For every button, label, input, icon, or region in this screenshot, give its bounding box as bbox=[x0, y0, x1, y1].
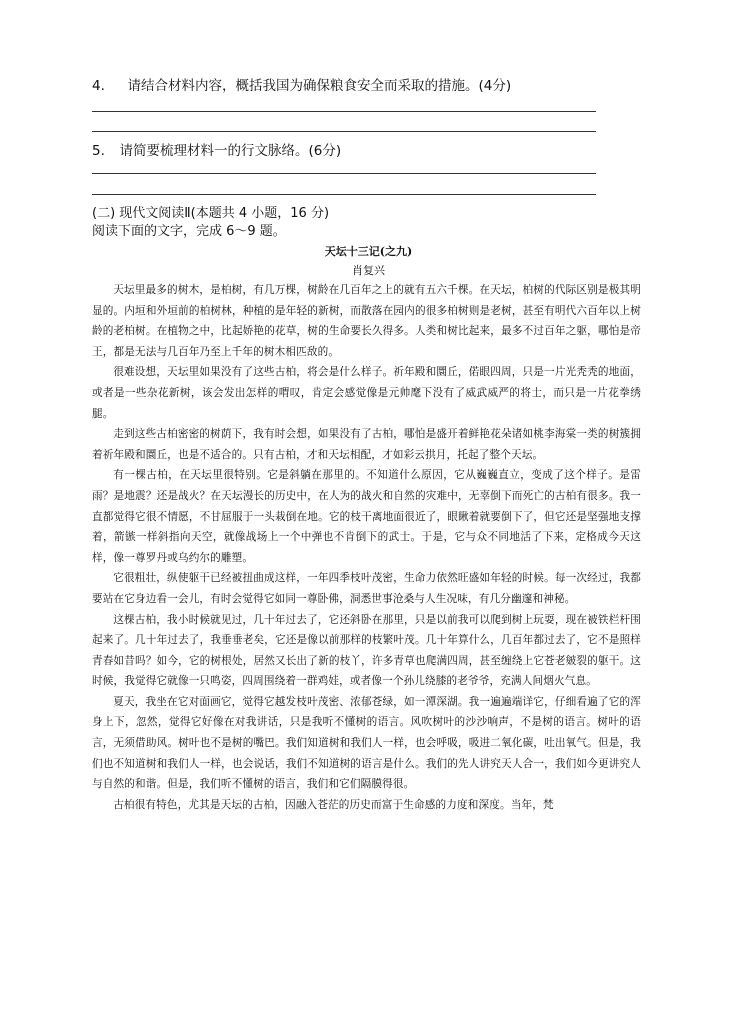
question-5-text: 请简要梳理材料一的行文脉络。(6分) bbox=[119, 143, 342, 159]
article-body bbox=[92, 280, 641, 815]
question-4-number: 4. bbox=[92, 78, 105, 94]
article-author: 肖复兴 bbox=[352, 264, 385, 277]
section-heading: (二) 现代文阅读Ⅱ(本题共 4 小题，16 分) bbox=[92, 206, 330, 221]
article-paragraph: 这棵古柏，我小时候就见过，几十年过去了，它还斜卧在那里，只是以前我可以爬到树上玩耍，现在被铁栏杆围起来了。几十年过去了，我垂垂老矣，它还是像以前那样的枝繁叶茂。几十年算什么，几百年都过去了，它不是照样青春如昔吗？如今，它的树根处，居然又长出了新的枝丫，许多青草也爬满四周，甚至缠绕上它苍老皴裂的躯干。这时候，我觉得它就像一只鸣姿，四周围绕着一群鸡娃，或者像一个孙儿绕膝的老爷爷，充满人间烟火气息。 bbox=[92, 613, 641, 688]
article-paragraph: 它很粗壮，纵使躯干已经被扭曲成这样，一年四季枝叶茂密，生命力依然旺盛如年轻的时候。每一次经过，我都要站在它身边看一会儿，有时会觉得它如同一尊卧佛，洞悉世事沧桑与人生况味，有几分幽邃和神秘。 bbox=[92, 572, 641, 605]
article-paragraph: 夏天，我坐在它对面画它，觉得它越发枝叶茂密、浓郁苍绿，如一潭深湖。我一遍遍端详它，仔细看遍了它的浑身上下，忽然，觉得它好像在对我讲话，只是我听不懂树的语言。风吹树叶的沙沙响声，不是树的语言。树叶的语言，无须借助风。树叶也不是树的嘴巴。我们知道树和我们人一样，也会呼吸，吸进二氧化碳，吐出氧气。但是，我们也不知道树和我们人一样，也会说话，我们不知道树的语言是什么。我们的先人讲究天人合一，我们如今更讲究人与自然的和谐。但是，我们听不懂树的语言，我们和它们隔膜得很。 bbox=[92, 695, 641, 791]
question-5-number: 5. bbox=[92, 143, 105, 159]
article-paragraph: 很难设想，天坛里如果没有了这些古柏，将会是什么样子。祈年殿和圜丘，偌眼四周，只是一片光秃秃的地面，或者是一些杂花新树，该会发出怎样的喟叹，肯定会感觉像是元帅麾下没有了威武威严的将士，而只是一片花拳绣腿。 bbox=[92, 366, 641, 420]
section-instruction: 阅读下面的文字，完成 6～9 题。 bbox=[92, 224, 286, 239]
question-4-text: 请结合材料内容，概括我国为确保粮食安全而采取的措施。(4分) bbox=[127, 78, 512, 94]
article-title: 天坛十三记(之九) bbox=[324, 245, 413, 258]
article-paragraph: 有一棵古柏，在天坛里很特别。它是斜躺在那里的。不知道什么原因，它从巍巍直立，变成了这个样子。是雷雨？是地震？还是战火？在天坛漫长的历史中，在人为的战火和自然的灾难中，无辜倒下而死亡的古柏有很多。我一直都觉得它很不情愿，不甘屈服于一头栽倒在地。它的枝干离地面很近了，眼瞅着就要倒下了，但它还是坚强地支撑着，箭镞一样斜指向天空，就像战场上一个中弹也不肯倒下的武士。于是，它与众不同地活了下来，定格成今天这样，像一尊罗丹或乌约尔的雕塑。 bbox=[92, 469, 641, 564]
article-paragraph: 天坛里最多的树木，是柏树，有几万棵，树龄在几百年之上的就有五六千棵。在天坛，柏树的代际区别是极其明显的。内垣和外垣前的柏树林，种植的是年轻的新树，而散落在园内的很多柏树则是老树，甚至有明代六百年以上树龄的老柏树。在植物之中，比起娇艳的花草，树的生命要长久得多。人类和树比起来，最多不过百年之躯，哪怕是帝王，都是无法与几百年乃至上千年的树木相匹敌的。 bbox=[92, 284, 641, 358]
question-4 bbox=[92, 74, 511, 94]
answer-line[interactable] bbox=[92, 111, 596, 112]
article-paragraph: 走到这些古柏密密的树荫下，我有时会想，如果没有了古柏，哪怕是盛开着鲜艳花朵诸如桃李海棠一类的树簇拥着祈年殿和圜丘，也是不适合的。只有古柏，才和天坛相配，才如彩云拱月，托起了整个天坛。 bbox=[92, 428, 641, 461]
answer-line[interactable] bbox=[92, 194, 596, 195]
article-paragraph: 古柏很有特色，尤其是天坛的古柏，因融入苍茫的历史而富于生命感的力度和深度。当年，梵 bbox=[113, 798, 554, 811]
answer-line[interactable] bbox=[92, 173, 596, 174]
question-5 bbox=[92, 139, 341, 159]
answer-line[interactable] bbox=[92, 131, 596, 132]
